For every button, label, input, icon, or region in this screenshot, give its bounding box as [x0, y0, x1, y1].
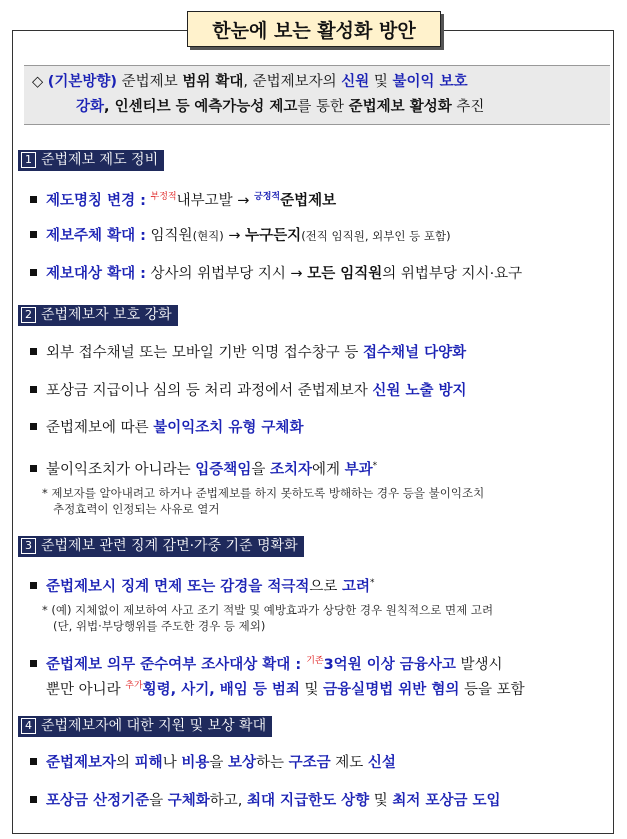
- square-bullet-icon: [30, 796, 37, 803]
- square-bullet-icon: [30, 465, 37, 472]
- list-item-continuation: 뿐만 아니라 $^{추가}$횡령, 사기, 배임 등 범죄 및 금융실명법 위반 혐의 등을 포함: [46, 681, 525, 698]
- square-bullet-icon: [30, 386, 37, 393]
- diamond-icon: ◇: [32, 74, 44, 90]
- summary-line-2: 강화, 인센티브 등 예측가능성 제고를 통한 준법제보 활성화 추진: [76, 99, 485, 115]
- square-bullet-icon: [30, 231, 37, 238]
- list-item: 제도명칭 변경 : $^{부정적}$내부고발 → $^{긍정적}$준법제보: [30, 186, 336, 212]
- list-item: 불이익조치가 아니라는 입증책임을 조치자에게 부과*: [30, 455, 377, 481]
- list-item: 외부 접수채널 또는 모바일 기반 익명 접수창구 등 접수채널 다양화: [30, 342, 466, 364]
- list-item: 제보주체 확대 : 임직원(현직) → 누구든지(전직 임직원, 외부인 등 포함): [30, 225, 451, 247]
- square-bullet-icon: [30, 423, 37, 430]
- square-bullet-icon: [30, 269, 37, 276]
- square-bullet-icon: [30, 758, 37, 765]
- square-bullet-icon: [30, 582, 37, 589]
- section-header-1: 1 준법제보 제도 정비: [18, 150, 164, 171]
- list-item: 포상금 지급이나 심의 등 처리 과정에서 준법제보자 신원 노출 방지: [30, 380, 467, 402]
- list-item: 포상금 산정기준을 구체화하고, 최대 지급한도 상향 및 최저 포상금 도입: [30, 790, 501, 812]
- list-item: 준법제보시 징계 면제 또는 감경을 적극적으로 고려*: [30, 572, 375, 598]
- square-bullet-icon: [30, 660, 37, 667]
- section-header-3: 3 준법제보 관련 징계 감면·가중 기준 명확화: [18, 536, 304, 557]
- section-header-2: 2 준법제보자 보호 강화: [18, 305, 178, 326]
- list-item: 제보대상 확대 : 상사의 위법부당 지시 → 모든 임직원의 위법부당 지시·요구: [30, 263, 522, 285]
- list-item: 준법제보에 따른 불이익조치 유형 구체화: [30, 417, 303, 439]
- page-title: 한눈에 보는 활성화 방안: [187, 11, 441, 47]
- list-item: 준법제보 의무 준수여부 조사대상 확대 : $^{기존}$3억원 이상 금융사고 발생시: [30, 650, 502, 676]
- summary-line-1: ◇ (기본방향) 준법제보 범위 확대, 준법제보자의 신원 및 불이익 보호: [32, 74, 468, 90]
- square-bullet-icon: [30, 196, 37, 203]
- list-item: 준법제보자의 피해나 비용을 보상하는 구조금 제도 신설: [30, 752, 396, 774]
- footnote: * (예) 지체없이 제보하여 사고 조기 적발 및 예방효과가 상당한 경우 원칙적으로 면제 고려 (단, 위법·부당행위를 주도한 경우 등 제외): [42, 603, 494, 633]
- section-header-4: 4 준법제보자에 대한 지원 및 보상 확대: [18, 716, 272, 737]
- square-bullet-icon: [30, 348, 37, 355]
- summary-box: [24, 65, 610, 125]
- footnote: * 제보자를 알아내려고 하거나 준법제보를 하지 못하도록 방해하는 경우 등을 불이익조치 추정효력이 인정되는 사유로 열거: [42, 486, 485, 516]
